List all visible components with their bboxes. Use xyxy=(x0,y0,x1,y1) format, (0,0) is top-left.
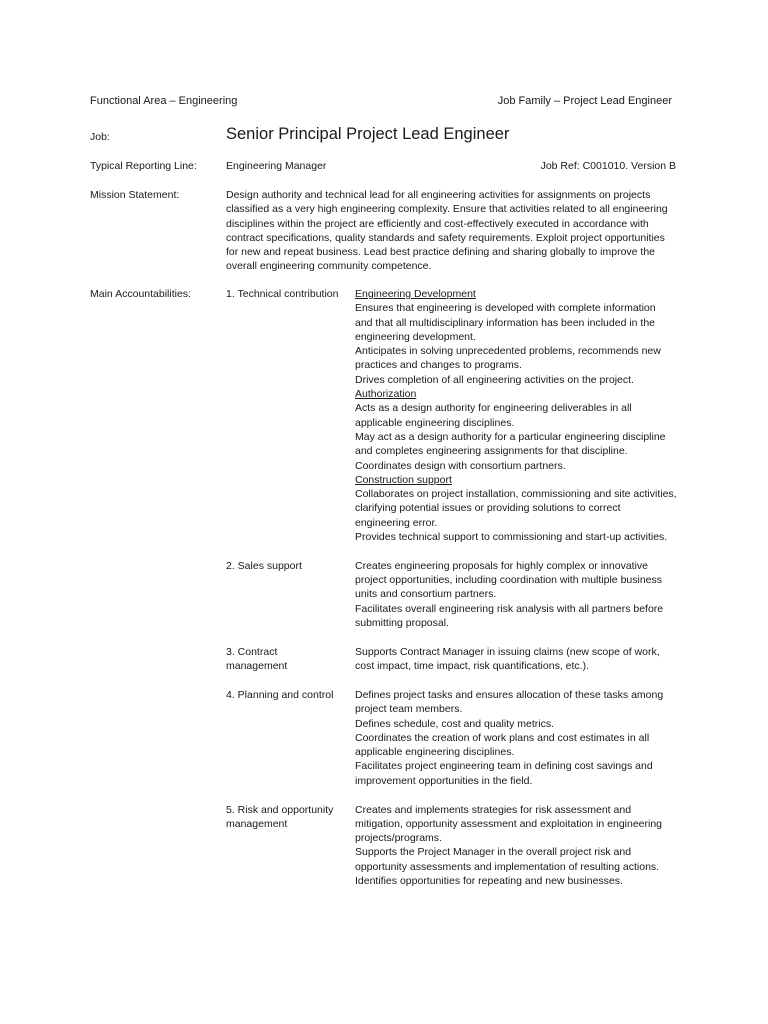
description-line: cost impact, time impact, risk quantifications, etc.). xyxy=(355,660,589,673)
accountability-title xyxy=(226,803,355,889)
accountability-item xyxy=(226,688,686,788)
accountability-title-line: 4. Planning and control xyxy=(226,688,334,701)
reporting-line-label: Typical Reporting Line: xyxy=(90,160,197,172)
description-line: units and consortium partners. xyxy=(355,588,497,601)
description-line: Drives completion of all engineering activities on the project. xyxy=(355,373,634,386)
accountability-title-line: 5. Risk and opportunity xyxy=(226,803,334,816)
subsection-heading: Authorization xyxy=(355,388,417,401)
accountability-description xyxy=(355,287,685,544)
accountability-description xyxy=(355,688,685,788)
mission-line: overall engineering community competence. xyxy=(226,260,432,273)
mission-line: classified as a very high engineering complexity. Ensure that activities related to all engineering xyxy=(226,203,668,216)
accountability-description xyxy=(355,803,685,889)
description-line: Anticipates in solving unprecedented problems, recommends new xyxy=(355,345,661,358)
mission-statement xyxy=(226,188,682,274)
mission-line: for new and repeat business. Lead best practice defining and sharing globally to improve the xyxy=(226,246,656,259)
functional-area: Functional Area – Engineering xyxy=(90,95,238,107)
description-line: project opportunities, including coordination with multiple business xyxy=(355,574,663,587)
accountability-title-line: management xyxy=(226,660,288,673)
mission-line: contract specifications, quality standards and safety requirements. Exploit project opportunities xyxy=(226,231,665,244)
description-line: Facilitates project engineering team in defining cost savings and xyxy=(355,760,653,773)
description-line: Collaborates on project installation, commissioning and site activities, xyxy=(355,488,677,501)
job-ref: Job Ref: C001010. Version B xyxy=(540,160,676,172)
accountability-title xyxy=(226,287,355,544)
description-line: Coordinates design with consortium partners. xyxy=(355,459,566,472)
description-line: Coordinates the creation of work plans and cost estimates in all xyxy=(355,731,650,744)
description-line: Creates engineering proposals for highly complex or innovative xyxy=(355,559,648,572)
description-line: Provides technical support to commissioning and start-up activities. xyxy=(355,531,668,544)
description-line: Identifies opportunities for repeating and new businesses. xyxy=(355,874,623,887)
description-line: Acts as a design authority for engineering deliverables in all xyxy=(355,402,632,415)
accountability-item xyxy=(226,559,686,630)
accountabilities-list xyxy=(226,287,686,903)
accountabilities-label: Main Accountabilities: xyxy=(90,288,191,300)
description-line: applicable engineering disciplines. xyxy=(355,416,515,429)
mission-line: Design authority and technical lead for all engineering activities for assignments on projects xyxy=(226,189,651,201)
description-line: Supports the Project Manager in the overall project risk and xyxy=(355,846,632,859)
description-line: May act as a design authority for a particular engineering discipline xyxy=(355,430,666,443)
mission-line: disciplines within the project are efficiently and cost-effectively executed in accordance with xyxy=(226,217,649,230)
description-line: engineering error. xyxy=(355,516,438,529)
description-line: Creates and implements strategies for risk assessment and xyxy=(355,803,632,816)
description-line: engineering development. xyxy=(355,330,476,343)
description-line: practices and changes to programs. xyxy=(355,359,522,372)
description-line: clarifying potential issues or providing solutions to correct xyxy=(355,502,621,515)
accountability-description xyxy=(355,645,685,674)
job-title: Senior Principal Project Lead Engineer xyxy=(226,125,510,143)
description-line: and that all multidisciplinary information has been included in the xyxy=(355,316,656,329)
reporting-line-value: Engineering Manager xyxy=(226,160,327,172)
description-line: Facilitates overall engineering risk analysis with all partners before xyxy=(355,602,664,615)
description-line: submitting proposal. xyxy=(355,617,449,630)
description-line: Supports Contract Manager in issuing claims (new scope of work, xyxy=(355,645,660,658)
accountability-title-line: 1. Technical contribution xyxy=(226,288,339,300)
accountability-title xyxy=(226,688,355,788)
accountability-title-line: 3. Contract xyxy=(226,645,278,658)
description-line: and completes engineering assignments for that discipline. xyxy=(355,445,628,458)
accountability-item xyxy=(226,803,686,889)
description-line: project team members. xyxy=(355,703,463,716)
description-line: mitigation, opportunity assessment and exploitation in engineering xyxy=(355,817,663,830)
accountability-title xyxy=(226,645,355,674)
job-label: Job: xyxy=(90,131,110,143)
mission-label: Mission Statement: xyxy=(90,189,180,201)
description-line: improvement opportunities in the field. xyxy=(355,774,533,787)
description-line: opportunity assessments and implementation of resulting actions. xyxy=(355,860,660,873)
accountability-title-line: management xyxy=(226,817,288,830)
description-line: Defines schedule, cost and quality metrics. xyxy=(355,717,555,730)
accountability-item xyxy=(226,645,686,674)
accountability-description xyxy=(355,559,685,630)
description-line: Defines project tasks and ensures allocation of these tasks among xyxy=(355,688,664,701)
subsection-heading: Engineering Development xyxy=(355,288,476,300)
description-line: projects/programs. xyxy=(355,832,442,845)
description-line: applicable engineering disciplines. xyxy=(355,746,515,759)
subsection-heading: Construction support xyxy=(355,473,452,486)
description-line: Ensures that engineering is developed with complete information xyxy=(355,302,656,315)
accountability-title xyxy=(226,559,355,630)
job-family: Job Family – Project Lead Engineer xyxy=(497,95,672,107)
accountability-title-line: 2. Sales support xyxy=(226,559,302,572)
accountability-item xyxy=(226,287,686,544)
